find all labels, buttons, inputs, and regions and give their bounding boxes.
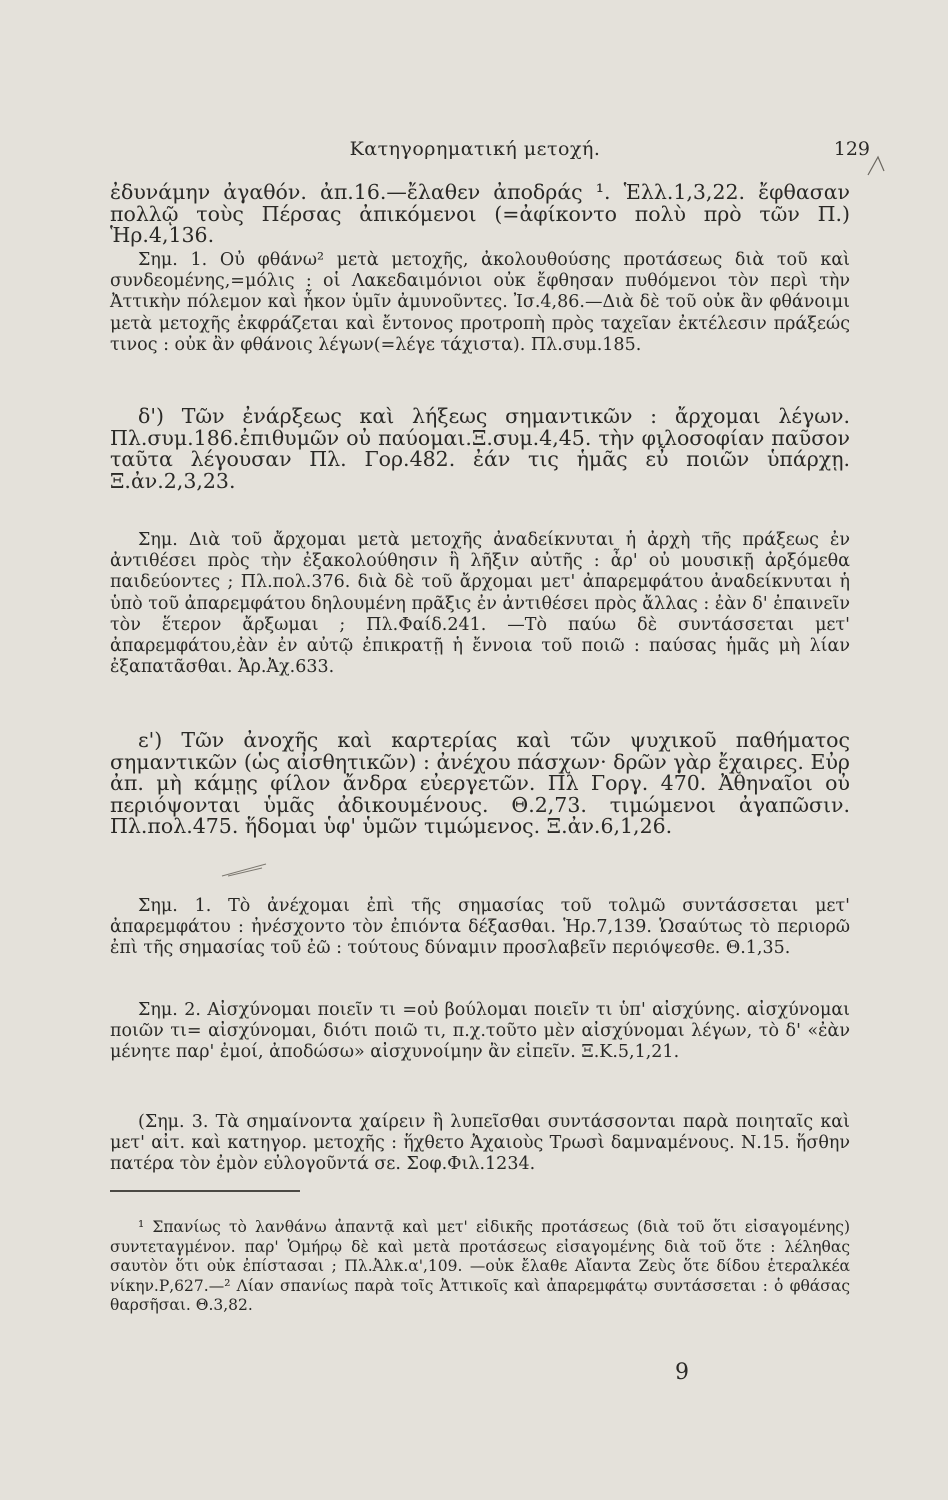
paragraph-3: δ') Τῶν ἐνάρξεως καὶ λήξεως σημαντικῶν : ἄρχομαι λέγων. Πλ.συμ.186.ἐπιθυμῶν οὐ παύομαι.Ξ.συμ.4,45. τὴν φιλοσοφίαν παῦσον ταῦτα λέγουσαν Πλ. Γορ.482. ἐάν τις ἡμᾶς εὖ ποιῶν ὑπάρχῃ. Ξ.ἀν.2,3,23.	[110, 404, 850, 493]
paragraph-8: (Σημ. 3. Τὰ σημαίνοντα χαίρειν ἢ λυπεῖσθαι συντάσσονται παρὰ ποιηταῖς καὶ μετ' αἰτ. καὶ κατηγορ. μετοχῆς : ἥχθετο Ἀχαιοὺς Τρωσὶ δαμναμένους. Ν.15. ἥσθην πατέρα τὸν ἐμὸν εὐλογοῦντά σε. Σοφ.Φιλ.1234.	[110, 1112, 850, 1175]
footnote: ¹ Σπανίως τὸ λανθάνω ἀπαντᾷ καὶ μετ' εἰδικῆς προτάσεως (διὰ τοῦ ὅτι εἰσαγομένης) συντεταγμένον. παρ' Ὁμήρῳ δὲ καὶ μετὰ προτάσεως εἰσαγομένης διὰ τοῦ ὅτε : λέληθας σαυτὸν ὅτι οὐκ ἐπίστασαι ; Πλ.Ἀλκ.α',109. —οὐκ ἔλαθε Αἴαντα Ζεὺς ὅτε δίδου ἑτεραλκέα νίκην.Ρ,627.—² Λίαν σπανίως παρὰ τοῖς Ἀττικοῖς καὶ ἀπαρεμφάτῳ συντάσσεται : ὁ φθάσας θαρσῆσαι. Θ.3,82.	[110, 1218, 850, 1314]
paragraph-5: ε') Τῶν ἀνοχῆς καὶ καρτερίας καὶ τῶν ψυχικοῦ παθήματος σημαντικῶν (ὡς αἰσθητικῶν) : ἀνέχου πάσχων· δρῶν γὰρ ἔχαιρες. Εὐρ ἀπ. μὴ κάμῃς φίλον ἄνδρα εὐεργετῶν. Πλ Γοργ. 470. Ἀθηναῖοι οὐ περιόψονται ὑμᾶς ἀδικουμένους. Θ.2,73. τιμώμενοι ἀγαπῶσιν. Πλ.πολ.475. ἥδομαι ὑφ' ὑμῶν τιμώμενος. Ξ.ἀν.6,1,26.	[110, 728, 850, 839]
note-paragraph	[110, 250, 850, 356]
paragraph-6: Σημ. 1. Τὸ ἀνέχομαι ἐπὶ τῆς σημασίας τοῦ τολμῶ συντάσσεται μετ' ἀπαρεμφάτου : ἠνέσχοντο τὸν ἐπιόντα δέξασθαι. Ἡρ.7,139. Ὡσαύτως τὸ περιορῶ ἐπὶ τῆς σημασίας τοῦ ἐῶ : τούτους δύναμιν προσλαβεῖν περιόψεσθε. Θ.1,35.	[110, 896, 850, 959]
main-paragraph	[110, 730, 850, 838]
paragraph-1: ἐδυνάμην ἀγαθόν. ἀπ.16.—ἔλαθεν ἀποδράς ¹. Ἑλλ.1,3,22. ἔφθασαν πολλῷ τοὺς Πέρσας ἀπικόμενοι (=ἀφίκοντο πολὺ πρὸ τῶν Π.) Ἡρ.4,136.	[110, 180, 850, 248]
note-paragraph	[110, 1000, 850, 1064]
signature-mark: 9	[675, 1360, 689, 1385]
main-paragraph	[110, 182, 850, 247]
running-title: Κατηγορηματική μετοχή.	[349, 138, 601, 160]
page-number: 129	[833, 138, 870, 160]
footnote-divider	[110, 1190, 300, 1192]
note-paragraph	[110, 1112, 850, 1176]
note-paragraph	[110, 530, 850, 678]
note-paragraph	[110, 896, 850, 960]
footnotes	[110, 1218, 850, 1316]
paragraph-4: Σημ. Διὰ τοῦ ἄρχομαι μετὰ μετοχῆς ἀναδείκνυται ἡ ἀρχὴ τῆς πράξεως ἐν ἀντιθέσει πρὸς τὴν ἐξακολούθησιν ἢ λῆξιν αὐτῆς : ἆρ' οὐ μουσικῇ ἀρξόμεθα παιδεύοντες ; Πλ.πολ.376. διὰ δὲ τοῦ ἄρχομαι μετ' ἀπαρεμφάτου ἀναδείκνυται ἡ ὑπὸ τοῦ ἀπαρεμφάτου δηλουμένη πρᾶξις ἐν ἀντιθέσει πρὸς ἄλλας : ἐὰν δ' ἐπαινεῖν τὸν ἕτερον ἄρξωμαι ; Πλ.Φαίδ.241. —Τὸ παύω δὲ συντάσσεται μετ' ἀπαρεμφάτου,ἐὰν ἐν αὐτῷ ἐπικρατῇ ἡ ἔννοια τοῦ ποιῶ : παύσας ἡμᾶς μὴ λίαν ἐξαπατᾶσθαι. Ἀρ.Ἀχ.633.	[110, 530, 850, 678]
main-paragraph	[110, 406, 850, 492]
paragraph-7: Σημ. 2. Αἰσχύνομαι ποιεῖν τι =οὐ βούλομαι ποιεῖν τι ὑπ' αἰσχύνης. αἰσχύνομαι ποιῶν τι= αἰσχύνομαι, διότι ποιῶ τι, π.χ.τοῦτο μὲν αἰσχύνομαι λέγων, τὸ δ' «ἐὰν μένητε παρ' ἐμοί, ἀποδώσω» αἰσχυνοίμην ἂν εἰπεῖν. Ξ.Κ.5,1,21.	[110, 1000, 850, 1063]
page-header	[80, 138, 870, 168]
pencil-mark-icon	[860, 145, 900, 185]
pencil-scribble-icon	[220, 860, 270, 880]
paragraph-2: Σημ. 1. Οὐ φθάνω² μετὰ μετοχῆς, ἀκολουθούσης προτάσεως διὰ τοῦ καὶ συνδεομένης,=μόλις : οἱ Λακεδαιμόνιοι οὐκ ἔφθησαν πυθόμενοι τὸν περὶ τὴν Ἀττικὴν πόλεμον καὶ ἧκον ὑμῖν ἀμυνοῦντες. Ἰσ.4,86.—Διὰ δὲ τοῦ οὐκ ἂν φθάνοιμι μετὰ μετοχῆς ἐκφράζεται καὶ ἔντονος προτροπὴ πρὸς ταχεῖαν ἐκτέλεσιν πράξεώς τινος : οὐκ ἂν φθάνοις λέγων(=λέγε τάχιστα). Πλ.συμ.185.	[110, 250, 850, 355]
